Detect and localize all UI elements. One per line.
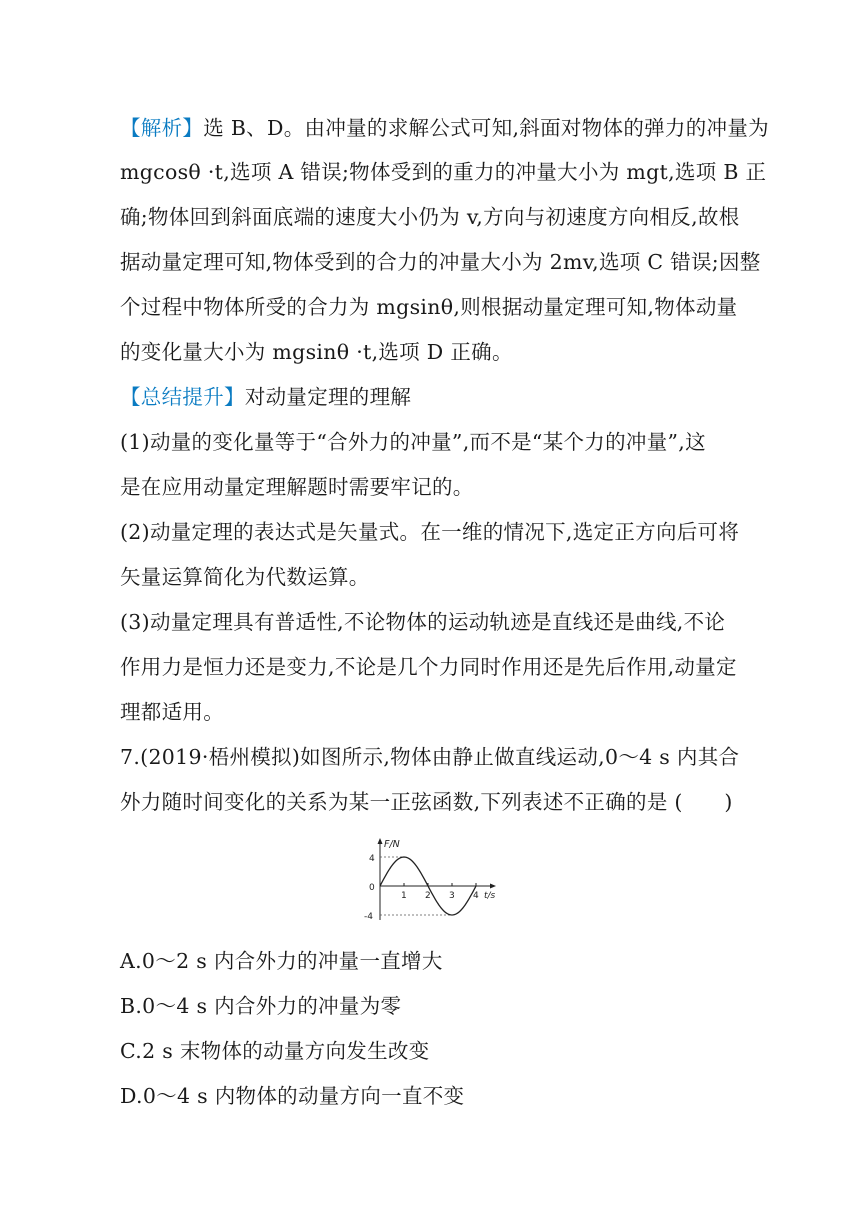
question-line-1: 7.(2019·梧州模拟)如图所示,物体由静止做直线运动,0～4 s 内其合 bbox=[120, 745, 740, 769]
y-tick-label-max: 4 bbox=[369, 854, 375, 864]
y-tick-label-zero: 0 bbox=[369, 883, 375, 893]
analysis-line-4: 据动量定理可知,物体受到的合力的冲量大小为 2mv,选项 C 错误;因整 bbox=[120, 250, 761, 274]
summary-line-3: (2)动量定理的表达式是矢量式。在一维的情况下,选定正方向后可将 bbox=[120, 520, 740, 544]
analysis-line-3: 确;物体回到斜面底端的速度大小仍为 v,方向与初速度方向相反,故根 bbox=[120, 205, 740, 229]
option-d: D.0～4 s 内物体的动量方向一直不变 bbox=[120, 1084, 465, 1108]
option-a: A.0～2 s 内合外力的冲量一直增大 bbox=[120, 949, 443, 973]
y-tick-label-min: -4 bbox=[364, 912, 373, 922]
y-axis-label: F/N bbox=[384, 839, 400, 850]
summary-line-4: 矢量运算简化为代数运算。 bbox=[120, 565, 370, 589]
analysis-tag: 【解析】 bbox=[120, 116, 204, 140]
x-axis-label: t/s bbox=[484, 891, 496, 901]
summary-line-5: (3)动量定理具有普适性,不论物体的运动轨迹是直线还是曲线,不论 bbox=[120, 610, 726, 634]
analysis-text: 选 B、D。由冲量的求解公式可知,斜面对物体的弹力的冲量为 bbox=[203, 116, 769, 140]
option-c: C.2 s 末物体的动量方向发生改变 bbox=[120, 1039, 430, 1063]
summary-tag: 【总结提升】 bbox=[120, 385, 245, 409]
summary-line-2: 是在应用动量定理解题时需要牢记的。 bbox=[120, 475, 474, 499]
analysis-line-1 bbox=[120, 114, 769, 142]
x-axis-arrow bbox=[490, 884, 496, 889]
analysis-line-2: mgcosθ ·t,选项 A 错误;物体受到的重力的冲量大小为 mgt,选项 B 正 bbox=[120, 160, 767, 184]
analysis-line-6: 的变化量大小为 mgsinθ ·t,选项 D 正确。 bbox=[120, 340, 513, 364]
summary-heading bbox=[120, 383, 411, 411]
y-axis-arrow bbox=[378, 838, 383, 844]
analysis-line-5: 个过程中物体所受的合力为 mgsinθ,则根据动量定理可知,物体动量 bbox=[120, 295, 738, 319]
summary-line-1: (1)动量的变化量等于“合外力的冲量”,而不是“某个力的冲量”,这 bbox=[120, 430, 706, 454]
x-tick-label-1: 1 bbox=[401, 891, 407, 901]
x-tick-label-4: 4 bbox=[473, 891, 479, 901]
summary-title: 对动量定理的理解 bbox=[244, 385, 412, 409]
summary-line-7: 理都适用。 bbox=[120, 700, 224, 724]
x-tick-label-2: 2 bbox=[425, 891, 431, 901]
x-tick-label-3: 3 bbox=[449, 891, 455, 901]
summary-line-6: 作用力是恒力还是变力,不论是几个力同时作用还是先后作用,动量定 bbox=[120, 655, 737, 679]
question-line-2: 外力随时间变化的关系为某一正弦函数,下列表述不正确的是 ( ) bbox=[120, 790, 733, 814]
force-time-graph bbox=[360, 836, 500, 926]
option-b: B.0～4 s 内合外力的冲量为零 bbox=[120, 994, 402, 1018]
